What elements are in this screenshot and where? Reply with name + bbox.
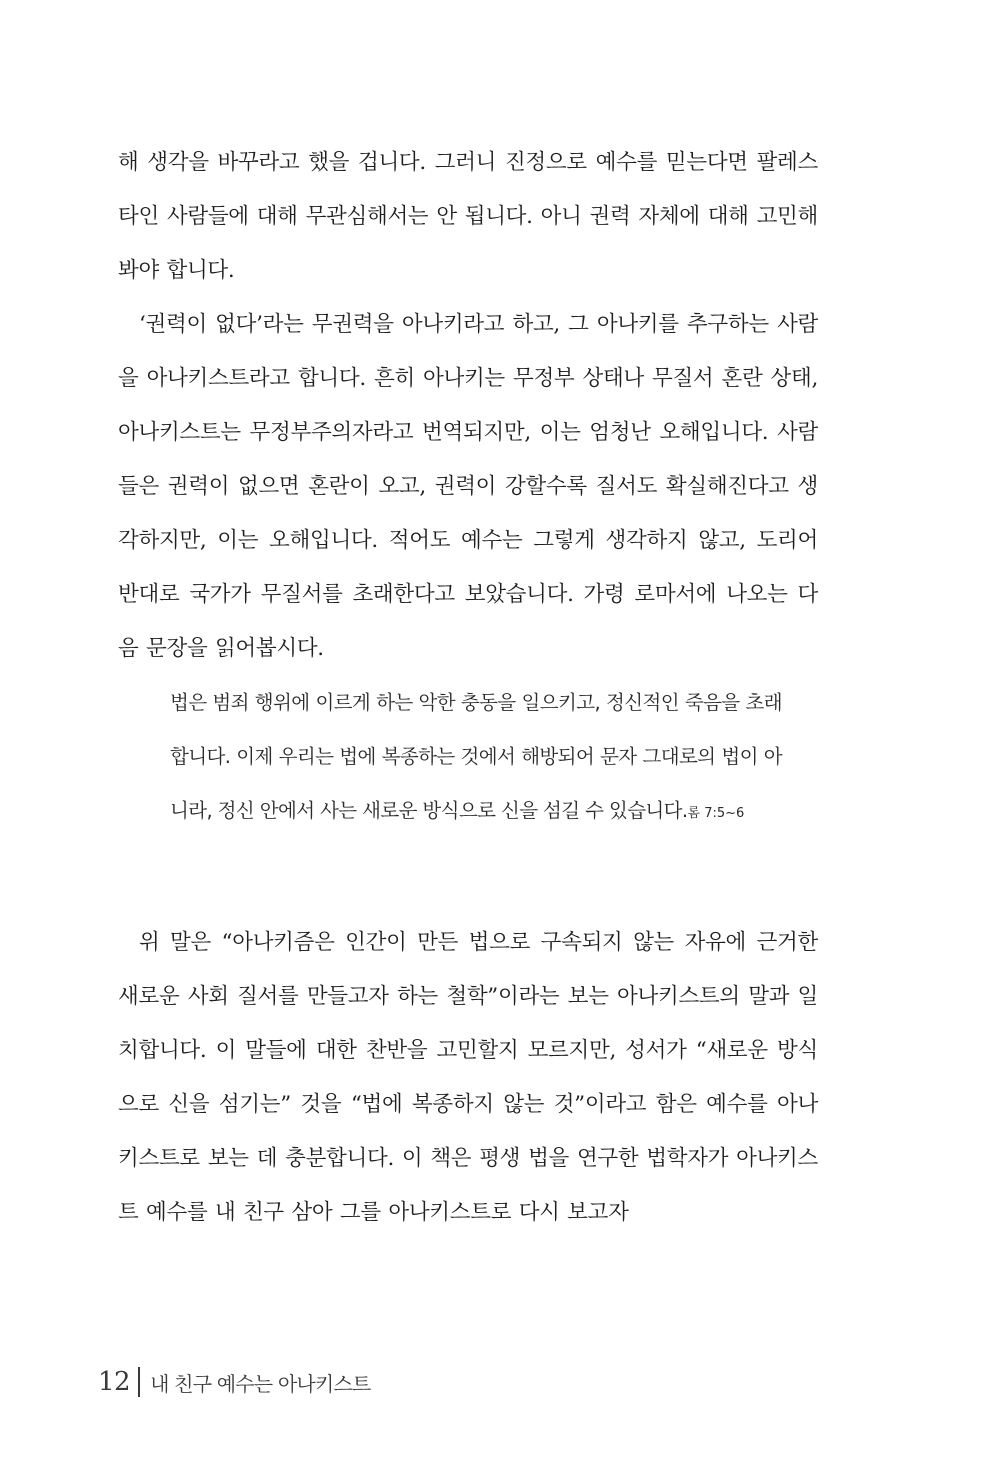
footer-divider — [138, 1367, 140, 1397]
block-quote — [170, 676, 782, 841]
body-paragraph-1: 해 생각을 바꾸라고 했을 겁니다. 그러니 진정으로 예수를 믿는다면 팔레스타인 사람들에 대해 무관심해서는 안 됩니다. 아니 권력 자체에 대해 고민해 봐야 합니다. — [118, 150, 818, 283]
block-quote-citation: 롬 7:5~6 — [687, 806, 745, 821]
page-footer — [98, 1362, 371, 1402]
block-quote-text: 법은 범죄 행위에 이르게 하는 악한 충동을 일으키고, 정신적인 죽음을 초래합니다. 이제 우리는 법에 복종하는 것에서 해방되어 문자 그대로의 법이 아니라, 정신 안에서 사는 새로운 방식으로 신을 섬길 수 있습니다. — [170, 691, 782, 822]
running-title: 내 친구 예수는 아나키스트 — [150, 1371, 371, 1396]
page-number: 12 — [98, 1367, 131, 1397]
body-paragraph-3: 위 말은 “아나키즘은 인간이 만든 법으로 구속되지 않는 자유에 근거한 새로운 사회 질서를 만들고자 하는 철학”이라는 보는 아나키스트의 말과 일치합니다. 이 말들에 대한 찬반을 고민할지 모르지만, 성서가 “새로운 방식으로 신을 섬기는” 것을 “법에 복종하지 않는 것”이라고 함은 예수를 아나키스트로 보는 데 충분합니다. 이 책은 평생 법을 연구한 법학자가 아나키스트 예수를 내 친구 삼아 그를 아나키스트로 다시 보고자 — [118, 930, 818, 1225]
body-paragraph-2: ‘권력이 없다’라는 무권력을 아나키라고 하고, 그 아나키를 추구하는 사람을 아나키스트라고 합니다. 흔히 아나키는 무정부 상태나 무질서 혼란 상태, 아나키스트는 무정부주의자라고 번역되지만, 이는 엄청난 오해입니다. 사람들은 권력이 없으면 혼란이 오고, 권력이 강할수록 질서도 확실해진다고 생각하지만, 이는 오해입니다. 적어도 예수는 그렇게 생각하지 않고, 도리어 반대로 국가가 무질서를 초래한다고 보았습니다. 가령 로마서에 나오는 다음 문장을 읽어봅시다. — [118, 312, 818, 661]
